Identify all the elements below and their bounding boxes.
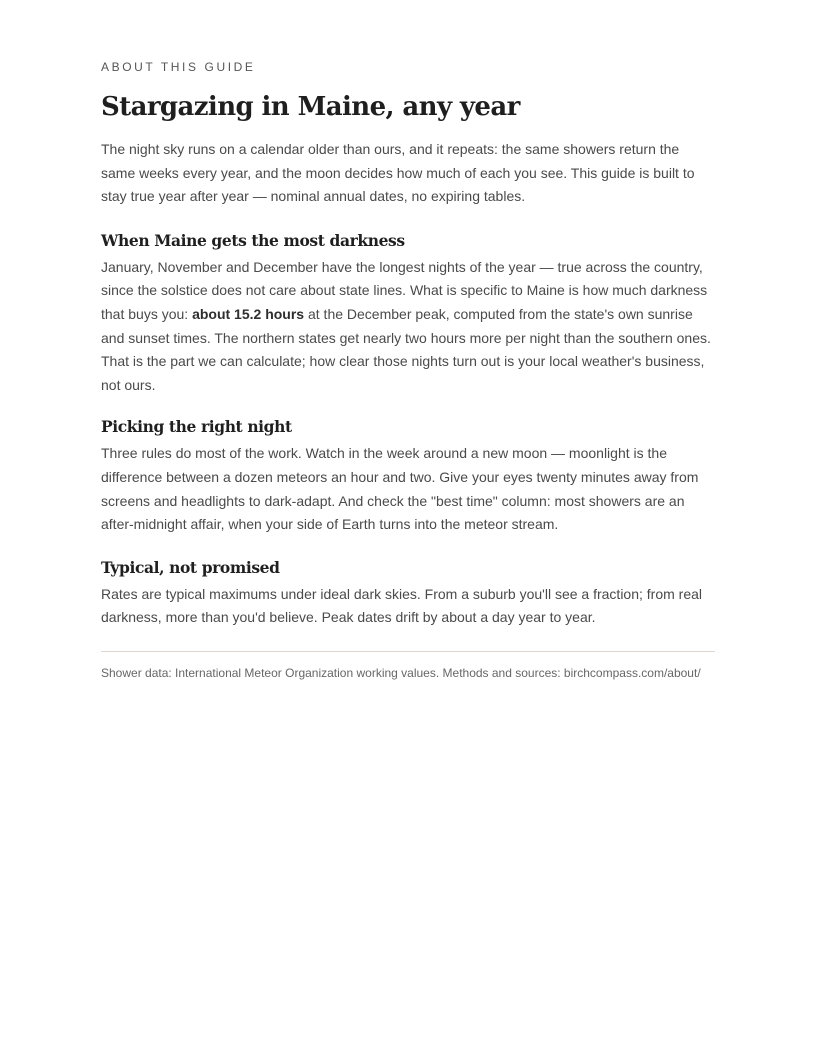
- footer-divider: [101, 651, 715, 652]
- intro-paragraph: The night sky runs on a calendar older than ours, and it repeats: the same showers return the same weeks every year, and the moon decides how much of each you see. This guide is built to stay true year after year — nominal annual dates, no expiring tables.: [101, 141, 695, 205]
- section-heading-darkness: When Maine gets the most darkness: [101, 230, 405, 250]
- darkness-hours-emphasis: about 15.2 hours: [192, 305, 305, 322]
- section-heading-right-night: Picking the right night: [101, 417, 292, 437]
- section-heading-typical: Typical, not promised: [101, 557, 280, 577]
- darkness-text-before: January, November and December have the longest nights of the year — true across the country, since the solstice does not care about state lines. What is specific to Maine is how much darkness that buys you:: [101, 258, 708, 322]
- section-kicker: ABOUT THIS GUIDE: [101, 60, 256, 74]
- section-body-darkness: [101, 256, 715, 398]
- footer-note: Shower data: International Meteor Organization working values. Methods and sources: birchcompass.com/about/: [101, 665, 701, 680]
- section-body-right-night: Three rules do most of the work. Watch in the week around a new moon — moonlight is the difference between a dozen meteors an hour and two. Give your eyes twenty minutes away from screens and headlights to dark-adapt. And check the "best time" column: most showers are an after-midnight affair, when your side of Earth turns into the meteor stream.: [101, 445, 699, 533]
- section-body-typical: Rates are typical maximums under ideal dark skies. From a suburb you'll see a fraction; from real darkness, more than you'd believe. Peak dates drift by about a day year to year.: [101, 585, 703, 626]
- darkness-text-after: at the December peak, computed from the state's own sunrise and sunset times. The northern states get nearly two hours more per night than the southern ones. That is the part we can calculate; how clear those nights turn out is your local weather's business, not ours.: [101, 305, 711, 393]
- guide-article: [101, 58, 715, 682]
- page-title: Stargazing in Maine, any year: [101, 92, 520, 122]
